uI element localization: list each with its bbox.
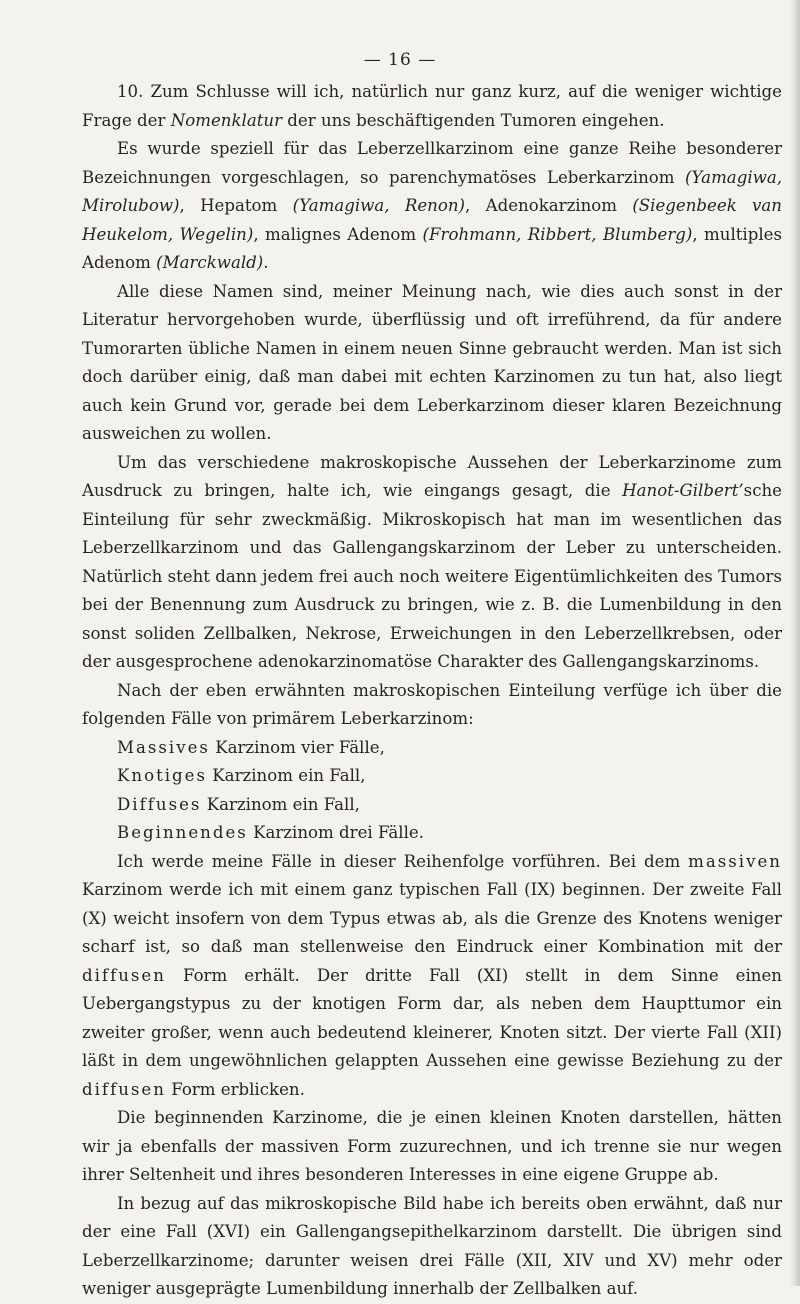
text-run: Karzinom drei Fälle. bbox=[247, 823, 424, 842]
list-item bbox=[82, 734, 782, 763]
paragraph bbox=[82, 848, 782, 1105]
spaced-emphasis: massiven bbox=[688, 851, 782, 871]
italic-citation: (Yamagiwa, Renon) bbox=[292, 196, 466, 215]
list-item bbox=[82, 762, 782, 791]
text-run: Karzinom ein Fall, bbox=[207, 766, 366, 785]
spaced-emphasis: Massives bbox=[117, 737, 210, 757]
text-run: , malignes Adenom bbox=[253, 224, 423, 244]
page-edge-shadow bbox=[790, 0, 800, 1286]
text-run: Um das verschiedene makroskopische Aussehen der Leberkarzinome zum Ausdruck zu bringen, halte ich, wie eingangs gesagt, die bbox=[82, 452, 782, 500]
list-item bbox=[82, 819, 782, 848]
text-run: der uns beschäftigenden Tumoren eingehen. bbox=[282, 110, 665, 130]
text-run: Nach der eben erwähnten makroskopischen Einteilung verfüge ich über die folgenden Fälle von primärem Leberkarzinom: bbox=[82, 680, 782, 728]
italic-citation: (Frohmann, Ribbert, Blumberg) bbox=[422, 224, 693, 244]
spaced-emphasis: Knotiges bbox=[117, 766, 208, 785]
text-run: , Adenokarzinom bbox=[465, 196, 633, 215]
paragraph bbox=[82, 78, 782, 135]
body-text bbox=[82, 78, 782, 1304]
text-run: Form erblicken. bbox=[165, 1079, 305, 1099]
text-run: Karzinom ein Fall, bbox=[201, 794, 360, 814]
paragraph bbox=[82, 449, 782, 677]
text-run: sche Einteilung für sehr zweckmäßig. Mikroskopisch hat man im wesentlichen das Leberzellkarzinom und das Gallengangskarzinom der Leber zu unterscheiden. Natürlich steht dann jedem frei auch noch weitere Eigentümlichkeiten des Tumors bei der Benennung zum Ausdruck zu bringen, wie z. B. die Lumenbildung in den sonst soliden Zellbalken, Nekrose, Erweichungen in den Leberzellkrebsen, oder der ausgesprochene adenokarzinomatöse Charakter des Gallengangskarzinoms. bbox=[82, 481, 782, 671]
list-item bbox=[82, 791, 782, 820]
text-run: Karzinom vier Fälle, bbox=[209, 737, 385, 757]
italic-citation: (Yamagiwa, Mirolubow) bbox=[82, 167, 782, 215]
paragraph bbox=[82, 278, 782, 449]
text-run: 10. Zum Schlusse will ich, natürlich nur ganz kurz, auf die weniger wichtige Frage der bbox=[82, 82, 782, 130]
text-run: Es wurde speziell für das Leberzellkarzinom eine ganze Reihe besonderer Bezeichnungen vorgeschlagen, so parenchymatöses Leberkarzinom bbox=[82, 139, 782, 187]
text-run: , multiples Adenom bbox=[82, 224, 782, 272]
text-run: . bbox=[263, 253, 269, 272]
italic-citation: Nomenklatur bbox=[170, 110, 283, 130]
spaced-emphasis: Beginnendes bbox=[117, 823, 248, 842]
paragraph bbox=[82, 1104, 782, 1190]
italic-citation: (Marckwald) bbox=[156, 253, 264, 272]
italic-citation: Hanot-Gilbert’ bbox=[622, 481, 744, 500]
text-run: , Hepatom bbox=[179, 196, 293, 215]
spaced-emphasis: diffusen bbox=[82, 965, 166, 985]
paragraph bbox=[82, 677, 782, 734]
spaced-emphasis: Diffuses bbox=[117, 794, 202, 814]
text-run: Ich werde meine Fälle in dieser Reihenfolge vorführen. Bei dem bbox=[117, 851, 689, 871]
page-number: — 16 — bbox=[363, 50, 437, 70]
text-run: In bezug auf das mikroskopische Bild habe ich bereits oben erwähnt, daß nur der eine Fall (XVI) ein Gallengangsepithelkarzinom darstellt. Die übrigen sind Leberzellkarzinome; darunter weisen drei Fälle (XII, XIV und XV) mehr oder weniger ausgeprägte Lumenbildung innerhalb der Zellbalken auf. bbox=[82, 1193, 782, 1298]
text-run: Alle diese Namen sind, meiner Meinung nach, wie dies auch sonst in der Literatur hervorgehoben wurde, überflüssig und oft irreführend, da für andere Tumorarten übliche Namen in einem neuen Sinne gebraucht werden. Man ist sich doch darüber einig, daß man dabei mit echten Karzinomen zu tun hat, also liegt auch kein Grund vor, gerade bei dem Leberkarzinom dieser klaren Bezeichnung ausweichen zu wollen. bbox=[82, 281, 782, 443]
spaced-emphasis: diffusen bbox=[82, 1079, 166, 1099]
text-run: Die beginnenden Karzinome, die je einen kleinen Knoten darstellen, hätten wir ja ebenfalls der massiven Form zuzurechnen, und ich trenne sie nur wegen ihrer Seltenheit und ihres besonderen Interesses in eine eigene Gruppe ab. bbox=[82, 1108, 782, 1184]
paragraph bbox=[82, 135, 782, 278]
italic-citation: (Siegenbeek van Heukelom, Wegelin) bbox=[82, 196, 782, 244]
paragraph bbox=[82, 1190, 782, 1304]
text-run: Karzinom werde ich mit einem ganz typischen Fall (IX) beginnen. Der zweite Fall (X) weicht insofern von dem Typus etwas ab, als die Grenze des Knotens weniger scharf ist, so daß man stellenweise den Eindruck einer Kombination mit der bbox=[82, 880, 782, 956]
text-run: Form erhält. Der dritte Fall (XI) stellt in dem Sinne einen Uebergangstypus zu der knotigen Form dar, als neben dem Haupttumor ein zweiter großer, wenn auch bedeutend kleinerer, Knoten sitzt. Der vierte Fall (XII) läßt in dem ungewöhnlichen gelappten Aussehen eine gewisse Beziehung zu der bbox=[82, 965, 782, 1070]
